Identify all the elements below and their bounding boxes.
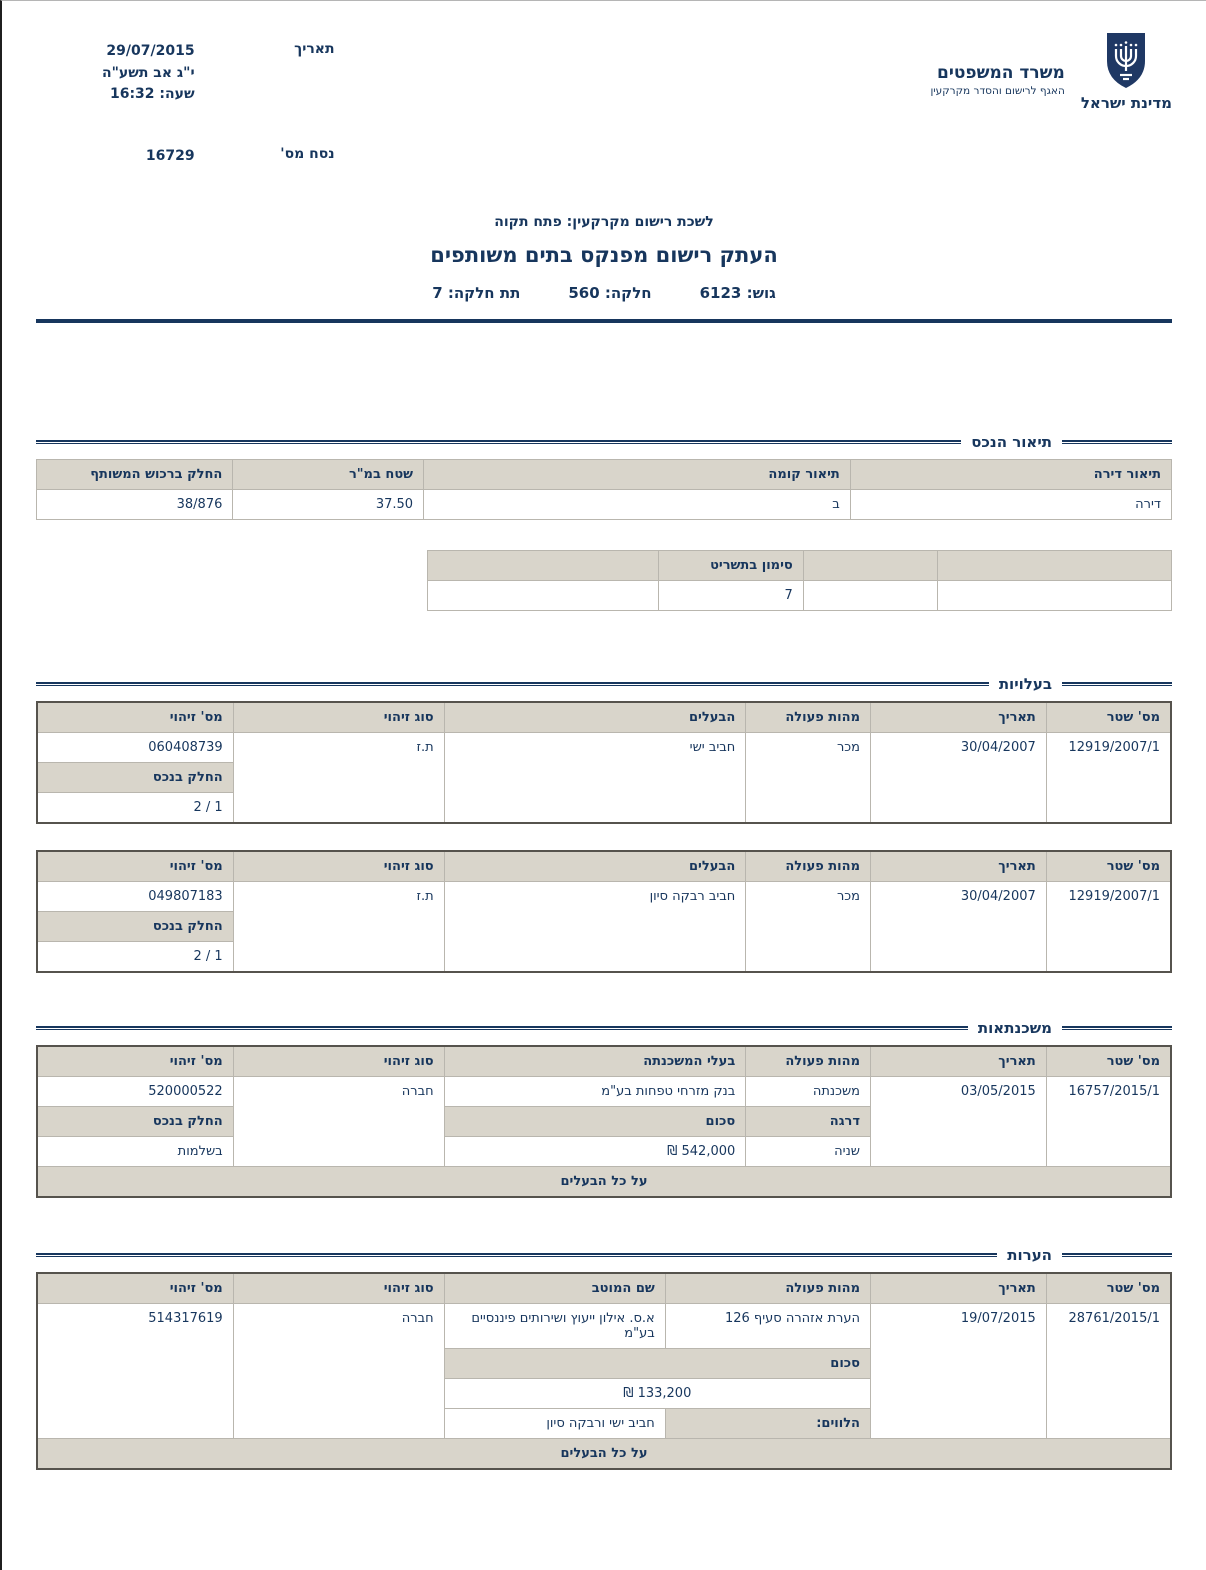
- action-type-value: הערת אזהרה סעיף 126: [665, 1303, 870, 1348]
- property-share-label: החלק בנכס: [37, 911, 233, 941]
- empty-header-cell: [803, 550, 937, 580]
- col-header-deed-number: מס' שטר: [1046, 702, 1171, 733]
- table-header-row: [37, 851, 1171, 882]
- col-header-owners: הבעלים: [444, 851, 746, 882]
- section-rule: [36, 1253, 997, 1257]
- plan-marking-table: [427, 550, 1172, 611]
- section-title-ownerships: בעלויות: [998, 674, 1052, 693]
- section-title-mortgages: משכנתאות: [977, 1018, 1052, 1037]
- section-rule: [1062, 682, 1172, 686]
- block-value: גוש: 6123: [699, 283, 776, 302]
- table-header-row: [37, 1046, 1171, 1077]
- action-type-value: מכר: [746, 732, 871, 823]
- property-share-value: 1 / 2: [37, 792, 233, 823]
- borrowers-label: הלווים:: [665, 1408, 870, 1438]
- document-title: העתק רישום מפנקס בתים משותפים: [430, 242, 778, 267]
- document-header: [36, 29, 1172, 208]
- col-header-deed-number: מס' שטר: [1046, 1273, 1171, 1304]
- section-rule: [1062, 1026, 1172, 1030]
- property-share-value: 1 / 2: [37, 941, 233, 972]
- apartment-desc-value: דירה: [850, 489, 1171, 519]
- extract-number-row: [102, 146, 335, 168]
- amount-label: סכום: [444, 1106, 746, 1136]
- col-header-floor-desc: תיאור קומה: [424, 459, 851, 489]
- table-row: [428, 580, 1172, 610]
- property-share-label: החלק בנכס: [37, 762, 233, 792]
- extract-number-label: נסח מס': [280, 146, 335, 163]
- mortgage-table: [36, 1045, 1172, 1198]
- amount-value: 133,200 ₪: [444, 1378, 870, 1408]
- col-header-date: תאריך: [871, 851, 1047, 882]
- table-row: [37, 489, 1172, 519]
- rank-value: שניה: [746, 1136, 871, 1166]
- date-gregorian: 29/07/2015: [106, 43, 195, 59]
- id-type-value: ת.ז: [233, 881, 444, 972]
- col-header-action-type: מהות פעולה: [746, 702, 871, 733]
- owner-name-value: חביב רבקה סיון: [444, 881, 746, 972]
- owner-name-value: חביב ישי: [444, 732, 746, 823]
- amount-label: סכום: [444, 1348, 870, 1378]
- col-header-common-share: החלק ברכוש המשותף: [37, 459, 233, 489]
- document-meta: [102, 41, 335, 208]
- col-header-action-type: מהות פעולה: [746, 851, 871, 882]
- common-share-value: 38/876: [37, 489, 233, 519]
- section-header-ownerships: [36, 675, 1172, 693]
- mortgage-holder-value: בנק מזרחי טפחות בע"מ: [444, 1076, 746, 1106]
- section-rule: [1062, 1253, 1172, 1257]
- section-header-mortgages: [36, 1019, 1172, 1037]
- property-share-label: החלק בנכס: [37, 1106, 233, 1136]
- property-share-value: בשלמות: [37, 1136, 233, 1166]
- date-value: 30/04/2007: [871, 881, 1047, 972]
- deed-number-value: 12919/2007/1: [1046, 732, 1171, 823]
- id-number-value: 060408739: [37, 732, 233, 762]
- table-row: [37, 881, 1171, 911]
- section-rule: [36, 1026, 968, 1030]
- date-label: תאריך: [294, 41, 335, 57]
- extract-number-value: 16729: [145, 148, 195, 165]
- id-number-value: 049807183: [37, 881, 233, 911]
- floor-desc-value: ב: [424, 489, 851, 519]
- time-value: שעה: 16:32: [109, 86, 195, 103]
- deed-number-value: 12919/2007/1: [1046, 881, 1171, 972]
- emblem-block: [1081, 29, 1172, 112]
- id-type-value: חברה: [233, 1303, 444, 1438]
- col-header-action-type: מהות פעולה: [746, 1046, 871, 1077]
- col-header-date: תאריך: [871, 702, 1047, 733]
- col-header-date: תאריך: [871, 1046, 1047, 1077]
- table-header-row: [428, 550, 1172, 580]
- title-divider-rule: [36, 319, 1172, 323]
- plan-marking-value: 7: [658, 580, 803, 610]
- empty-header-cell: [428, 550, 659, 580]
- table-row: [37, 1303, 1171, 1348]
- section-title-property: תיאור הנכס: [971, 432, 1052, 451]
- col-header-id-type: סוג זיהוי: [233, 702, 444, 733]
- ministry-department: האגף לרישום והסדר מקרקעין: [930, 85, 1065, 97]
- table-header-row: [37, 702, 1171, 733]
- table-row: [37, 1166, 1171, 1197]
- col-header-date: תאריך: [871, 1273, 1047, 1304]
- ministry-name: משרד המשפטים: [937, 63, 1065, 83]
- col-header-deed-number: מס' שטר: [1046, 851, 1171, 882]
- israel-state-emblem-icon: [1103, 29, 1149, 91]
- section-title-notes: הערות: [1007, 1245, 1052, 1264]
- action-type-value: משכנתה: [746, 1076, 871, 1106]
- notes-table: [36, 1272, 1172, 1470]
- date-row: [102, 41, 335, 106]
- empty-cell: [803, 580, 937, 610]
- section-rule: [36, 440, 961, 444]
- action-type-value: מכר: [746, 881, 871, 972]
- beneficiary-name-value: א.ס. אילון ייעוץ ושירותים פיננסיים בע"מ: [444, 1303, 665, 1348]
- table-header-row: [37, 1273, 1171, 1304]
- amount-value: 542,000 ₪: [444, 1136, 746, 1166]
- parcel-identification-line: [36, 284, 1172, 302]
- id-number-value: 514317619: [37, 1303, 233, 1438]
- col-header-id-number: מס' זיהוי: [37, 702, 233, 733]
- date-value: 03/05/2015: [871, 1076, 1047, 1166]
- id-type-value: חברה: [233, 1076, 444, 1166]
- deed-number-value: 16757/2015/1: [1046, 1076, 1171, 1166]
- empty-cell: [428, 580, 659, 610]
- table-row: [37, 732, 1171, 762]
- rank-label: דרגה: [746, 1106, 871, 1136]
- col-header-id-number: מס' זיהוי: [37, 1046, 233, 1077]
- state-name: מדינת ישראל: [1080, 94, 1172, 112]
- id-number-value: 520000522: [37, 1076, 233, 1106]
- deed-number-value: 28761/2015/1: [1046, 1303, 1171, 1438]
- applies-to-all-owners-note: על כל הבעלים: [37, 1166, 1171, 1197]
- empty-header-cell: [937, 550, 1171, 580]
- col-header-mortgage-holders: בעלי המשכנתה: [444, 1046, 746, 1077]
- subparcel-value: תת חלקה: 7: [432, 283, 521, 302]
- id-type-value: ת.ז: [233, 732, 444, 823]
- col-header-id-type: סוג זיהוי: [233, 851, 444, 882]
- table-row: [37, 1438, 1171, 1469]
- registry-office-line: לשכת רישום מקרקעין: פתח תקוה: [494, 213, 714, 230]
- col-header-deed-number: מס' שטר: [1046, 1046, 1171, 1077]
- col-header-id-number: מס' זיהוי: [37, 1273, 233, 1304]
- section-rule: [36, 682, 989, 686]
- area-sqm-value: 37.50: [233, 489, 424, 519]
- date-hebrew: י"ג אב תשע"ה: [102, 64, 195, 81]
- col-header-area-sqm: שטח במ"ר: [233, 459, 424, 489]
- col-header-id-type: סוג זיהוי: [233, 1046, 444, 1077]
- col-header-beneficiary-name: שם המוטב: [444, 1273, 665, 1304]
- col-header-action-type: מהות פעולה: [665, 1273, 870, 1304]
- borrowers-value: חביב ישי ורבקה סיון: [444, 1408, 665, 1438]
- section-header-property-description: [36, 433, 1172, 451]
- applies-to-all-owners-note: על כל הבעלים: [37, 1438, 1171, 1469]
- section-header-notes: [36, 1246, 1172, 1264]
- property-description-table: [36, 459, 1172, 520]
- ministry-block: [930, 63, 1064, 97]
- table-header-row: [37, 459, 1172, 489]
- date-value: 30/04/2007: [871, 732, 1047, 823]
- government-identity: [930, 29, 1172, 112]
- date-values: [102, 41, 195, 106]
- col-header-id-type: סוג זיהוי: [233, 1273, 444, 1304]
- col-header-owners: הבעלים: [444, 702, 746, 733]
- empty-cell: [937, 580, 1171, 610]
- parcel-value: חלקה: 560: [568, 283, 652, 302]
- date-value: 19/07/2015: [871, 1303, 1047, 1438]
- col-header-apartment-desc: תיאור דירה: [850, 459, 1171, 489]
- section-rule: [1062, 440, 1172, 444]
- col-header-id-number: מס' זיהוי: [37, 851, 233, 882]
- ownership-table-1: [36, 701, 1172, 824]
- col-header-plan-marking: סימון בתשריט: [658, 550, 803, 580]
- table-row: [37, 1076, 1171, 1106]
- ownership-table-2: [36, 850, 1172, 973]
